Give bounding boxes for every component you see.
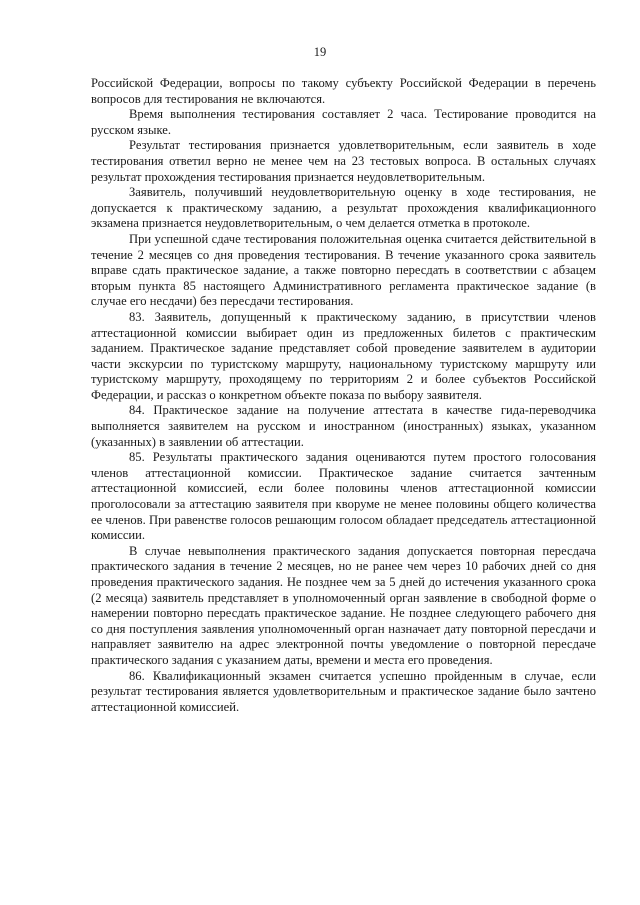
paragraph-item-83: 83. Заявитель, допущенный к практическому заданию, в присутствии членов аттестационной комиссии выбирает один из предложенных билетов с практическим заданием. Практическое задание представляет собой проведение заявителем в аудитории части экскурсии по туристскому маршруту, национальному туристскому маршруту или туристскому маршруту, проходящему по территориям 2 и более субъектов Российской Федерации, и рассказ о конкретном объекте показа по выбору заявителя. [91,309,596,402]
paragraph-unsatisfactory-result: Заявитель, получивший неудовлетворительную оценку в ходе тестирования, не допускается к практическому заданию, а результат прохождения квалификационного экзамена признается неудовлетворительным, о чем делается отметка в протоколе. [91,185,596,231]
page-number: 19 [313,45,327,59]
paragraph-continuation: Российской Федерации, вопросы по такому субъекту Российской Федерации в перечень вопросов для тестирования не включаются. [91,76,596,106]
paragraph-item-86: 86. Квалификационный экзамен считается успешно пройденным в случае, если результат тестирования является удовлетворительным и практическое задание было зачтено аттестационной комиссией. [91,668,596,714]
paragraph-item-85: 85. Результаты практического задания оцениваются путем простого голосования членов аттестационной комиссии. Практическое задание считается зачтенным аттестационной комиссией, если более половины членов аттестационной комиссии проголосовали за аттестацию заявителя при кворуме не менее половины общего количества ее членов. При равенстве голосов решающим голосом обладает председатель аттестационной комиссии. [91,450,596,543]
paragraph-item-84: 84. Практическое задание на получение аттестата в качестве гида-переводчика выполняется заявителем на русском и иностранном (иностранных) языках, указанном (указанных) в заявлении об аттестации. [91,403,596,449]
paragraph-retake: В случае невыполнения практического задания допускается повторная пересдача практического задания в течение 2 месяцев, но не ранее чем через 10 рабочих дней со дня проведения практического задания. Не позднее чем за 5 дней до истечения указанного срока (2 месяца) заявитель представляет в уполномоченный орган заявление в свободной форме о намерении повторно пересдать практическое задание. Не позднее следующего рабочего дня со дня поступления заявления уполномоченный орган назначает дату повторной пересдачи и направляет заявителю на адрес электронной почты уведомление о повторной пересдаче практического задания с указанием даты, времени и места его проведения. [91,543,596,667]
paragraph-testing-duration: Время выполнения тестирования составляет 2 часа. Тестирование проводится на русском языке. [91,107,596,137]
document-body [91,76,596,715]
paragraph-testing-result: Результат тестирования признается удовлетворительным, если заявитель в ходе тестирования ответил верно не менее чем на 23 тестовых вопроса. В остальных случаях результат прохождения тестирования признается неудовлетворительным. [91,138,596,184]
paragraph-successful-testing: При успешной сдаче тестирования положительная оценка считается действительной в течение 2 месяцев со дня проведения тестирования. В течение указанного срока заявитель вправе сдать практическое задание, а также повторно пересдать в соответствии с абзацем вторым пункта 85 настоящего Административного регламента практическое задание (в случае его несдачи) без пересдачи тестирования. [91,231,596,309]
